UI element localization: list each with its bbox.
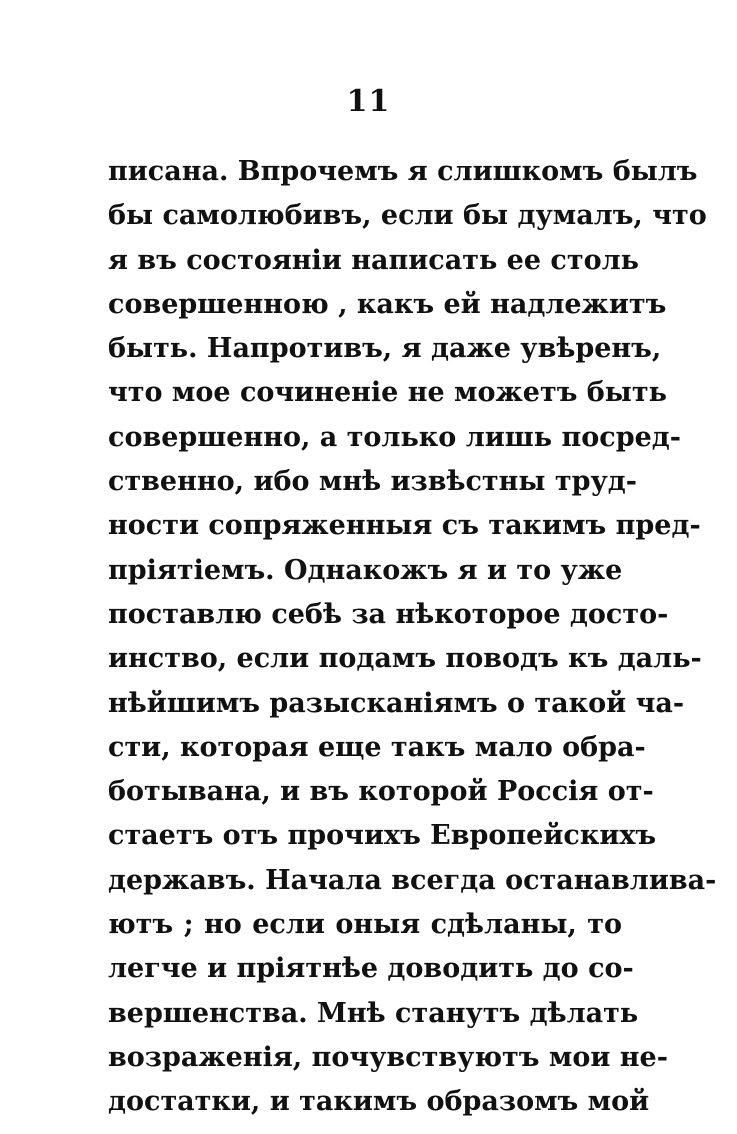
text-line: вершенства. Мнѣ станутъ дѣлать <box>108 997 639 1029</box>
text-line: бы самолюбивъ, если бы думалъ, что <box>108 200 707 232</box>
text-line: стаетъ отъ прочихъ Европейскихъ <box>108 820 657 852</box>
text-line: возраженiя, почувствуютъ мои не- <box>108 1041 668 1073</box>
text-line: что мое сочиненiе не можетъ быть <box>108 377 667 409</box>
text-line: совершенною , какъ ей надлежитъ <box>108 288 667 320</box>
text-line: инство, если подамъ поводъ къ даль- <box>108 643 702 675</box>
page-number: 11 <box>346 84 391 119</box>
text-line: быть. Напротивъ, я даже увѣренъ, <box>108 333 662 365</box>
text-line: нѣйшимъ разысканiямъ о такой ча- <box>108 687 685 719</box>
text-line: легче и прiятнѣе доводить до со- <box>108 953 634 985</box>
text-line: прiятiемъ. Однакожъ я и то уже <box>108 554 623 586</box>
text-line: державъ. Начала всегда останавлива- <box>108 864 717 896</box>
text-line: ственно, ибо мнѣ извѣстны труд- <box>108 466 637 498</box>
text-line: ности сопряженныя съ такимъ пред- <box>108 510 701 542</box>
text-line: совершенно, а только лишь посред- <box>108 421 681 453</box>
text-line: поставлю себѣ за нѣкоторое досто- <box>108 598 669 630</box>
text-line: сти, которая еще такъ мало обра- <box>108 731 646 763</box>
text-line: писана. Впрочемъ я слишкомъ былъ <box>108 156 698 187</box>
body-text <box>108 150 717 1125</box>
text-line: ботывана, и въ которой Россiя от- <box>108 776 654 808</box>
text-line: я въ состоянiи написать ее столь <box>108 244 639 276</box>
text-line: достатки, и такимъ образомъ мой <box>108 1086 650 1118</box>
text-line: ютъ ; но если оныя сдѣланы, то <box>108 909 622 941</box>
